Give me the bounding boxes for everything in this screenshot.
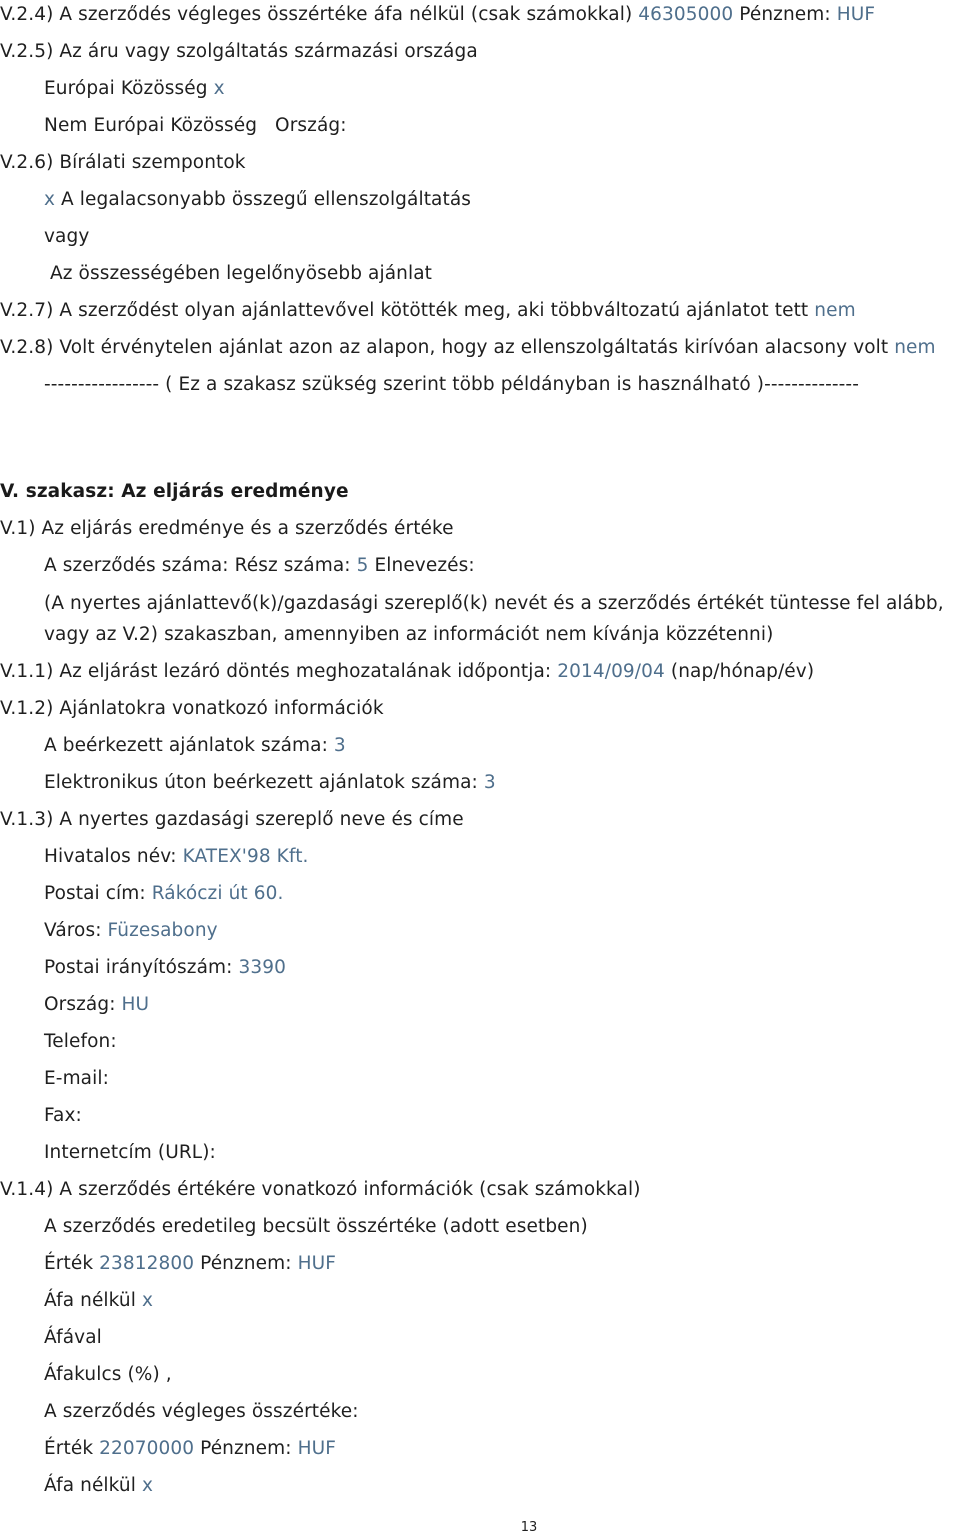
label: Európai Közösség <box>44 78 208 99</box>
label: Elektronikus úton beérkezett ajánlatok száma: <box>44 772 478 793</box>
line-lowest-price <box>44 188 471 212</box>
value: 3 <box>333 735 346 756</box>
label: vagy <box>44 226 90 247</box>
value-currency: HUF <box>297 1253 336 1274</box>
label: A szerződés végleges összértéke: <box>44 1401 359 1422</box>
label: Nem Európai Közösség Ország: <box>44 115 347 136</box>
value: 3 <box>483 772 496 793</box>
line-v13-winner <box>0 808 464 832</box>
value: HU <box>121 994 150 1015</box>
value-part-number: 5 <box>356 555 369 576</box>
line-fax <box>44 1104 82 1128</box>
line-url <box>44 1141 216 1165</box>
label-name: Elnevezés: <box>374 555 475 576</box>
check-mark: x <box>213 78 225 99</box>
label: ----------------- ( Ez a szakasz szükség szerint több példányban is használható )-------------- <box>44 374 859 395</box>
label: Érték <box>44 1253 94 1274</box>
value: Füzesabony <box>107 920 218 941</box>
label: A legalacsonyabb összegű ellenszolgáltatás <box>61 189 472 210</box>
line-section-separator <box>44 373 859 397</box>
line-best-value <box>50 262 432 286</box>
label: V.2.7) A szerződést olyan ajánlattevővel kötötték meg, aki többváltozatú ajánlatot tett <box>0 300 809 321</box>
line-offers-received <box>44 734 346 758</box>
line-v12-offers-info <box>0 697 384 721</box>
check-mark: x <box>44 189 56 210</box>
line-eu-community <box>44 77 225 101</box>
label: A szerződés száma: Rész száma: <box>44 555 351 576</box>
label: Telefon: <box>44 1031 117 1052</box>
label: V.2.5) Az áru vagy szolgáltatás származási országa <box>0 41 478 62</box>
label: Postai cím: <box>44 883 146 904</box>
label: V.1) Az eljárás eredménye és a szerződés értéke <box>0 518 454 539</box>
label: Áfa nélkül <box>44 1475 136 1496</box>
label: Fax: <box>44 1105 82 1126</box>
line-note-2 <box>44 623 773 647</box>
label: Város: <box>44 920 102 941</box>
line-official-name <box>44 845 309 869</box>
line-final-amount <box>44 1437 336 1461</box>
line-estimated-value <box>44 1215 588 1239</box>
label: V.2.8) Volt érvénytelen ajánlat azon az alapon, hogy az ellenszolgáltatás kirívóan alacsony volt <box>0 337 889 358</box>
line-postal-code <box>44 956 286 980</box>
label: E-mail: <box>44 1068 109 1089</box>
check-mark: x <box>141 1290 154 1311</box>
label: Áfával <box>44 1327 102 1348</box>
label: Internetcím (URL): <box>44 1142 216 1163</box>
line-or <box>44 225 89 249</box>
value: Rákóczi út 60. <box>151 883 284 904</box>
label: V.1.1) Az eljárást lezáró döntés meghozatalának időpontja: <box>0 661 552 682</box>
label-currency: Pénznem: <box>739 4 831 25</box>
line-v11-decision-date <box>0 660 814 684</box>
label: V.1.2) Ajánlatokra vonatkozó információk <box>0 698 384 719</box>
line-v25-origin-country <box>0 40 478 64</box>
line-phone <box>44 1030 117 1054</box>
label: V.2.4) A szerződés végleges összértéke áfa nélkül (csak számokkal) <box>0 4 633 25</box>
value-currency: HUF <box>836 4 876 25</box>
label: V.1.4) A szerződés értékére vonatkozó információk (csak számokkal) <box>0 1179 641 1200</box>
label: (A nyertes ajánlattevő(k)/gazdasági szereplő(k) nevét és a szerződés értékét tüntesse fel alább, <box>44 593 944 614</box>
value: nem <box>894 337 936 358</box>
line-final-no-vat <box>44 1474 153 1498</box>
line-contract-number <box>44 554 475 578</box>
line-v26-criteria <box>0 151 246 175</box>
value: KATEX'98 Kft. <box>182 846 309 867</box>
value-amount: 22070000 <box>99 1438 195 1459</box>
line-country <box>44 993 149 1017</box>
line-with-vat <box>44 1326 102 1350</box>
label: Postai irányítószám: <box>44 957 233 978</box>
check-mark: x <box>141 1475 154 1496</box>
label-currency: Pénznem: <box>200 1253 292 1274</box>
value-amount: 46305000 <box>638 4 734 25</box>
line-offers-electronic <box>44 771 496 795</box>
line-estimated-no-vat <box>44 1289 153 1313</box>
heading-text: V. szakasz: Az eljárás eredménye <box>0 481 349 502</box>
label: Hivatalos név: <box>44 846 177 867</box>
value: nem <box>814 300 856 321</box>
value-amount: 23812800 <box>99 1253 195 1274</box>
label: vagy az V.2) szakaszban, amennyiben az információt nem kívánja közzétenni) <box>44 624 774 645</box>
value-currency: HUF <box>297 1438 336 1459</box>
label: Az összességében legelőnyösebb ajánlat <box>50 263 433 284</box>
line-postal-address <box>44 882 283 906</box>
label: A beérkezett ajánlatok száma: <box>44 735 328 756</box>
label: V.2.6) Bírálati szempontok <box>0 152 246 173</box>
label: Ország: <box>44 994 116 1015</box>
line-v14-contract-value <box>0 1178 641 1202</box>
label: Érték <box>44 1438 94 1459</box>
value-date: 2014/09/04 <box>557 661 665 682</box>
line-non-eu-community <box>44 114 347 138</box>
line-city <box>44 919 218 943</box>
label-currency: Pénznem: <box>200 1438 292 1459</box>
line-v28-invalid-offer <box>0 336 936 360</box>
label: Áfakulcs (%) , <box>44 1364 172 1385</box>
line-v1-result <box>0 517 454 541</box>
line-final-value <box>44 1400 359 1424</box>
line-email <box>44 1067 109 1091</box>
page-number: 13 <box>520 1520 538 1535</box>
line-estimated-amount <box>44 1252 336 1276</box>
line-note-1 <box>44 592 944 616</box>
value: 3390 <box>238 957 286 978</box>
label: V.1.3) A nyertes gazdasági szereplő neve és címe <box>0 809 464 830</box>
line-v27-variant-offer <box>0 299 856 323</box>
section-heading <box>0 480 349 504</box>
line-vat-rate <box>44 1363 172 1387</box>
label-format: (nap/hónap/év) <box>670 661 815 682</box>
line-v24-final-value <box>0 3 875 27</box>
label: Áfa nélkül <box>44 1290 136 1311</box>
label: A szerződés eredetileg becsült összértéke (adott esetben) <box>44 1216 588 1237</box>
